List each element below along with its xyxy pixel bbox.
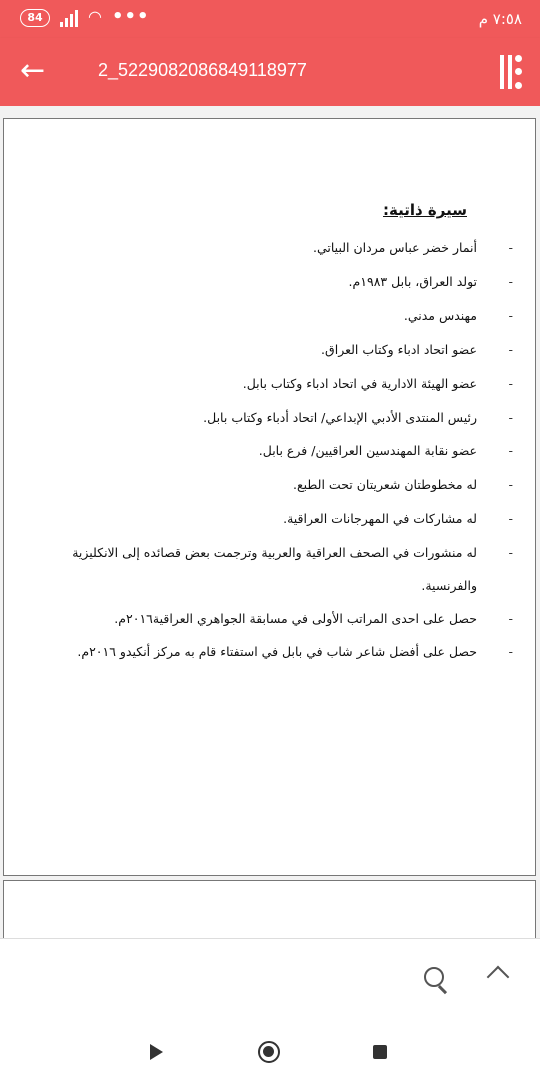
menu-icon[interactable] xyxy=(500,55,522,89)
nav-home-icon[interactable] xyxy=(258,1041,280,1063)
cv-list xyxy=(57,231,477,668)
cv-content xyxy=(57,201,477,668)
list-item: - عضو الهيئة الادارية في اتحاد ادباء وكتاب بابل. xyxy=(57,367,477,401)
cv-heading: سيرة ذاتية: xyxy=(383,201,467,219)
find-bar xyxy=(0,938,540,1025)
nav-back-icon[interactable] xyxy=(150,1044,163,1060)
more-notifications-icon: ••• xyxy=(112,6,150,27)
battery-icon: 84 xyxy=(20,9,50,27)
app-bar xyxy=(0,38,540,106)
back-arrow-icon[interactable]: ← xyxy=(20,53,46,88)
chevron-up-icon[interactable] xyxy=(487,966,510,989)
list-item: - تولد العراق، بابل ١٩٨٣م. xyxy=(57,265,477,299)
next-document-page xyxy=(3,880,536,940)
list-item: - له منشورات في الصحف العراقية والعربية وترجمت بعض قصائده إلى الانكليزية والفرنسية. xyxy=(57,536,477,602)
list-item: - حصل على أفضل شاعر شاب في بابل في استفتاء قام به مركز أنكيدو ٢٠١٦م. xyxy=(57,635,477,668)
list-item: - له مخطوطتان شعريتان تحت الطبع. xyxy=(57,468,477,502)
file-title: 2_5229082086849118977 xyxy=(98,60,307,80)
list-item: - حصل على احدى المراتب الأولى في مسابقة الجواهري العراقية٢٠١٦م. xyxy=(57,602,477,635)
list-item: - له مشاركات في المهرجانات العراقية. xyxy=(57,502,477,536)
wifi-icon: ◠ xyxy=(88,7,102,26)
list-item: - رئيس المنتدى الأدبي الإبداعي/ اتحاد أدباء وكتاب بابل. xyxy=(57,401,477,434)
document-page xyxy=(3,118,536,876)
navigation-bar xyxy=(0,1024,540,1080)
list-item: - عضو نقابة المهندسين العراقيين/ فرع بابل. xyxy=(57,434,477,468)
list-item: - مهندس مدني. xyxy=(57,299,477,333)
signal-icon xyxy=(60,9,82,27)
clock: ٧:٥٨ م xyxy=(478,10,522,28)
nav-recent-apps-icon[interactable] xyxy=(373,1045,387,1059)
list-item: - أنمار خضر عباس مردان البياتي. xyxy=(57,231,477,265)
status-bar xyxy=(0,0,540,38)
list-item: - عضو اتحاد ادباء وكتاب العراق. xyxy=(57,333,477,367)
search-icon[interactable] xyxy=(424,967,446,989)
